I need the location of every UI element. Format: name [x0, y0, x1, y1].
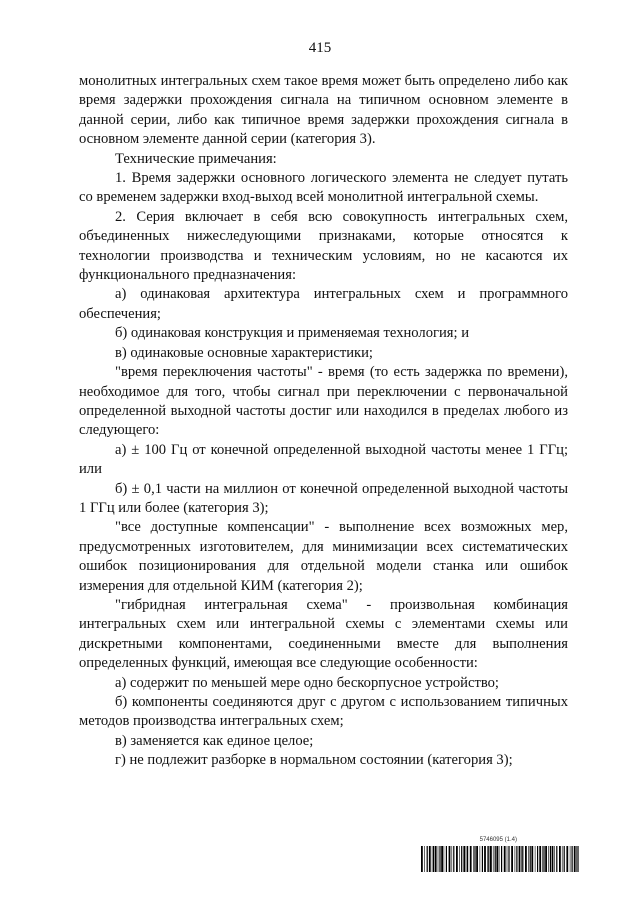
barcode-label: 5746095 (1.4): [479, 837, 517, 843]
barcode-icon: [421, 846, 579, 872]
paragraph: Технические примечания:: [115, 150, 277, 167]
paragraph: "гибридная интегральная схема" - произвольная комбинация интегральных схем или интегральной схемы с элементами схемы или дискретными компонентами, соединенными вместе для выполнения определенных функций, имеющая все следующие особенности:: [79, 596, 568, 672]
paragraph: а) одинаковая архитектура интегральных схем и программного обеспечения;: [79, 286, 568, 322]
paragraph: б) компоненты соединяются друг с другом с использованием типичных методов производства интегральных схем;: [79, 694, 568, 730]
paragraph: в) одинаковые основные характеристики;: [115, 344, 373, 361]
paragraph: б) ± 0,1 части на миллион от конечной определенной выходной частоты 1 ГГц или более (категория 3);: [79, 480, 568, 516]
paragraph: "все доступные компенсации" - выполнение всех возможных мер, предусмотренных изготовителем, для минимизации всех систематических ошибок позиционирования для отдельной модели станка или ошибок измерения для отдельной КИМ (категория 2);: [79, 519, 568, 594]
paragraph: монолитных интегральных схем такое время может быть определено либо как время задержки прохождения сигнала на типичном основном элементе в данной серии, либо как типичное время задержки прохождения сигнала в основном элементе данной серии (категория 3).: [79, 73, 568, 148]
paragraph: "время переключения частоты" - время (то есть задержка по времени), необходимое для того, чтобы сигнал при переключении с первоначальной определенной выходной частоты достиг или находился в пределах любого из следующего:: [79, 364, 568, 439]
paragraph: в) заменяется как единое целое;: [115, 732, 314, 749]
paragraph: а) содержит по меньшей мере одно бескорпусное устройство;: [115, 674, 499, 691]
paragraph: 2. Серия включает в себя всю совокупность интегральных схем, объединенных нижеследующими признаками, которые относятся к технологии производства и техническим условиям, но не касаются их функционального предназначения:: [79, 208, 568, 284]
paragraph: г) не подлежит разборке в нормальном состоянии (категория 3);: [115, 752, 513, 769]
paragraph: а) ± 100 Гц от конечной определенной выходной частоты менее 1 ГГц; или: [79, 441, 568, 478]
page-number: 415: [308, 40, 332, 56]
document-body: [79, 72, 568, 771]
document-barcode: [421, 837, 579, 873]
paragraph: 1. Время задержки основного логического элемента не следует путать со временем задержки вход-выход всей монолитной интегральной схемы.: [79, 170, 568, 206]
paragraph: б) одинаковая конструкция и применяемая технология; и: [115, 325, 470, 342]
